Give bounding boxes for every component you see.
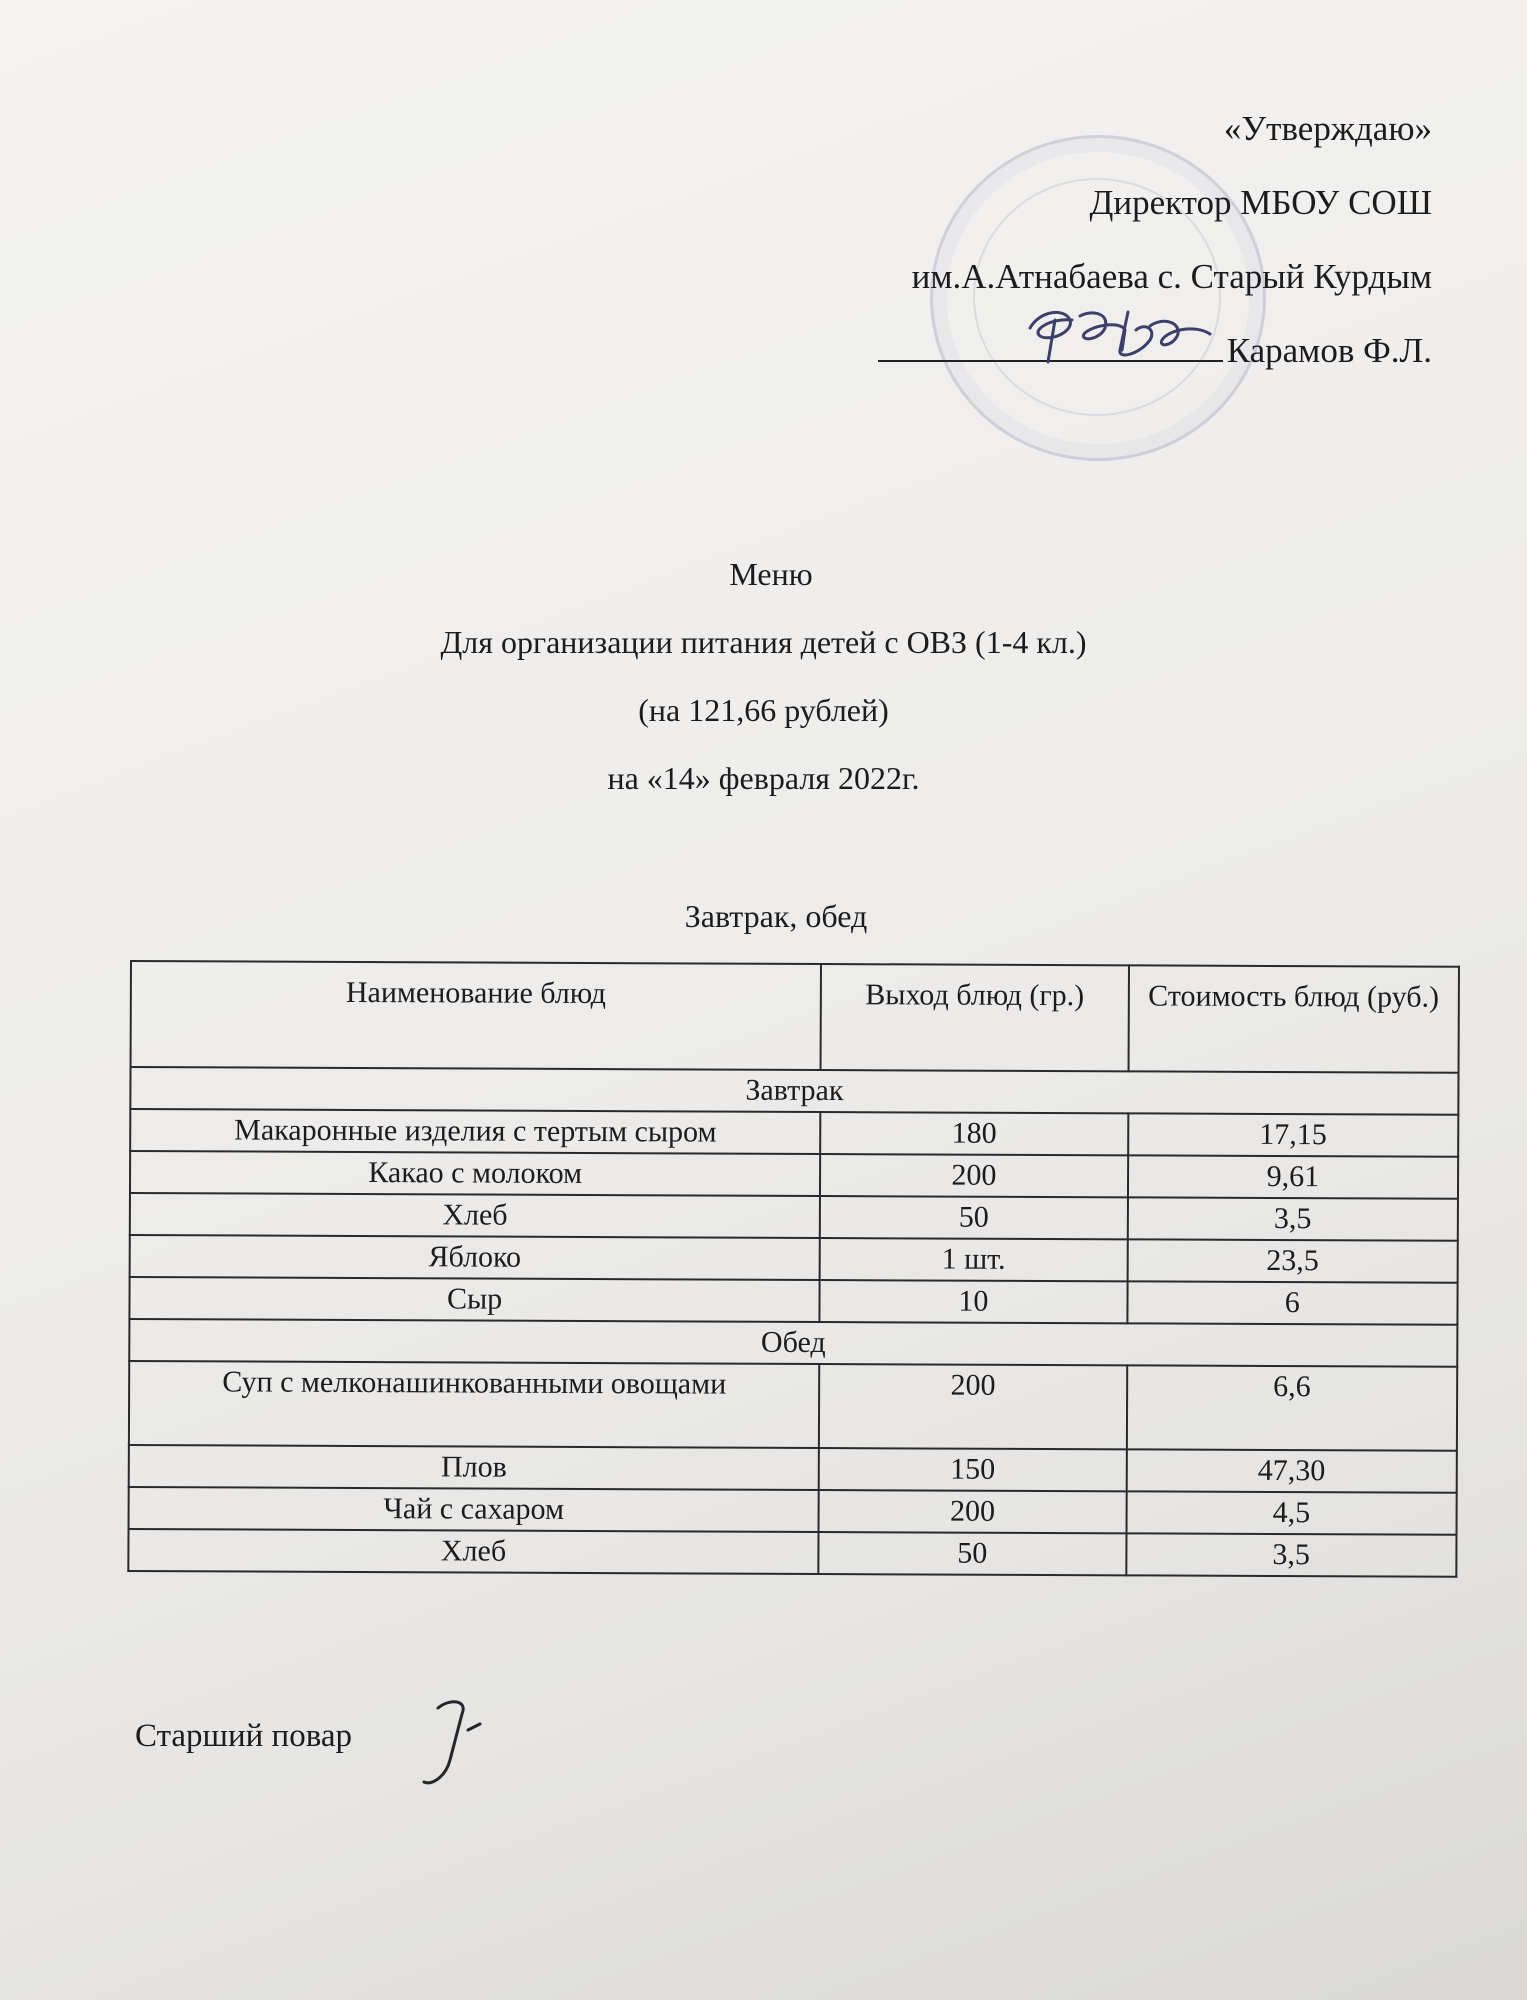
dish-name: Хлеб — [130, 1193, 820, 1238]
table-row — [128, 1529, 1456, 1577]
dish-name: Сыр — [129, 1277, 819, 1322]
table-header-row — [131, 961, 1459, 1073]
cook-signature — [410, 1690, 500, 1800]
table-row — [130, 1109, 1458, 1157]
meals-caption: Завтрак, обед — [684, 898, 868, 934]
document-cost-note: (на 121,66 рублей) — [638, 692, 889, 728]
dish-yield: 200 — [820, 1154, 1128, 1197]
table-row — [130, 1193, 1458, 1241]
table-row — [129, 1361, 1457, 1451]
table-row — [130, 1235, 1458, 1283]
table-row — [129, 1487, 1457, 1535]
header-yield: Выход блюд (гр.) — [821, 964, 1129, 1071]
dish-cost: 3,5 — [1126, 1533, 1457, 1576]
section-row-lunch — [129, 1319, 1457, 1367]
dish-name: Яблоко — [130, 1235, 820, 1280]
dish-name: Плов — [129, 1445, 819, 1490]
director-signature — [1010, 290, 1220, 380]
dish-name: Какао с молоком — [130, 1151, 820, 1196]
section-label: Обед — [129, 1319, 1457, 1367]
dish-yield: 200 — [819, 1364, 1127, 1449]
dish-cost: 47,30 — [1126, 1449, 1457, 1492]
header-dish-name: Наименование блюд — [131, 961, 822, 1070]
document-date: на «14» февраля 2022г. — [607, 760, 920, 796]
approval-position: Директор МБОУ СОШ — [1089, 183, 1432, 222]
dish-cost: 23,5 — [1127, 1239, 1458, 1282]
dish-cost: 4,5 — [1126, 1491, 1457, 1534]
dish-yield: 50 — [819, 1532, 1127, 1575]
dish-name: Суп с мелконашинкованными овощами — [129, 1361, 820, 1448]
approval-name: Карамов Ф.Л. — [1226, 331, 1432, 370]
dish-yield: 150 — [819, 1448, 1127, 1491]
approval-school: им.А.Атнабаева с. Старый Курдым — [911, 257, 1432, 296]
approval-heading: «Утверждаю» — [1223, 109, 1432, 148]
title-block — [0, 540, 1527, 812]
section-row-breakfast — [130, 1067, 1458, 1115]
table-row — [130, 1151, 1458, 1199]
table-row — [129, 1445, 1457, 1493]
dish-cost: 9,61 — [1128, 1155, 1459, 1198]
table-row — [129, 1277, 1457, 1325]
menu-table — [127, 960, 1460, 1578]
dish-cost: 3,5 — [1127, 1197, 1458, 1240]
dish-cost: 17,15 — [1128, 1113, 1459, 1156]
dish-name: Чай с сахаром — [129, 1487, 819, 1532]
section-label: Завтрак — [130, 1067, 1458, 1115]
dish-name: Макаронные изделия с тертым сыром — [130, 1109, 820, 1154]
dish-name: Хлеб — [128, 1529, 818, 1574]
dish-yield: 200 — [819, 1490, 1127, 1533]
cook-label: Старший повар — [135, 1718, 352, 1754]
header-cost: Стоимость блюд (руб.) — [1128, 965, 1459, 1072]
dish-yield: 180 — [820, 1112, 1128, 1155]
document-subtitle: Для организации питания детей с ОВЗ (1-4 кл.) — [440, 624, 1087, 660]
dish-yield: 1 шт. — [820, 1238, 1128, 1281]
document-title: Меню — [729, 556, 813, 592]
dish-cost: 6 — [1127, 1281, 1458, 1324]
dish-yield: 10 — [820, 1280, 1128, 1323]
dish-yield: 50 — [820, 1196, 1128, 1239]
dish-cost: 6,6 — [1126, 1365, 1457, 1450]
